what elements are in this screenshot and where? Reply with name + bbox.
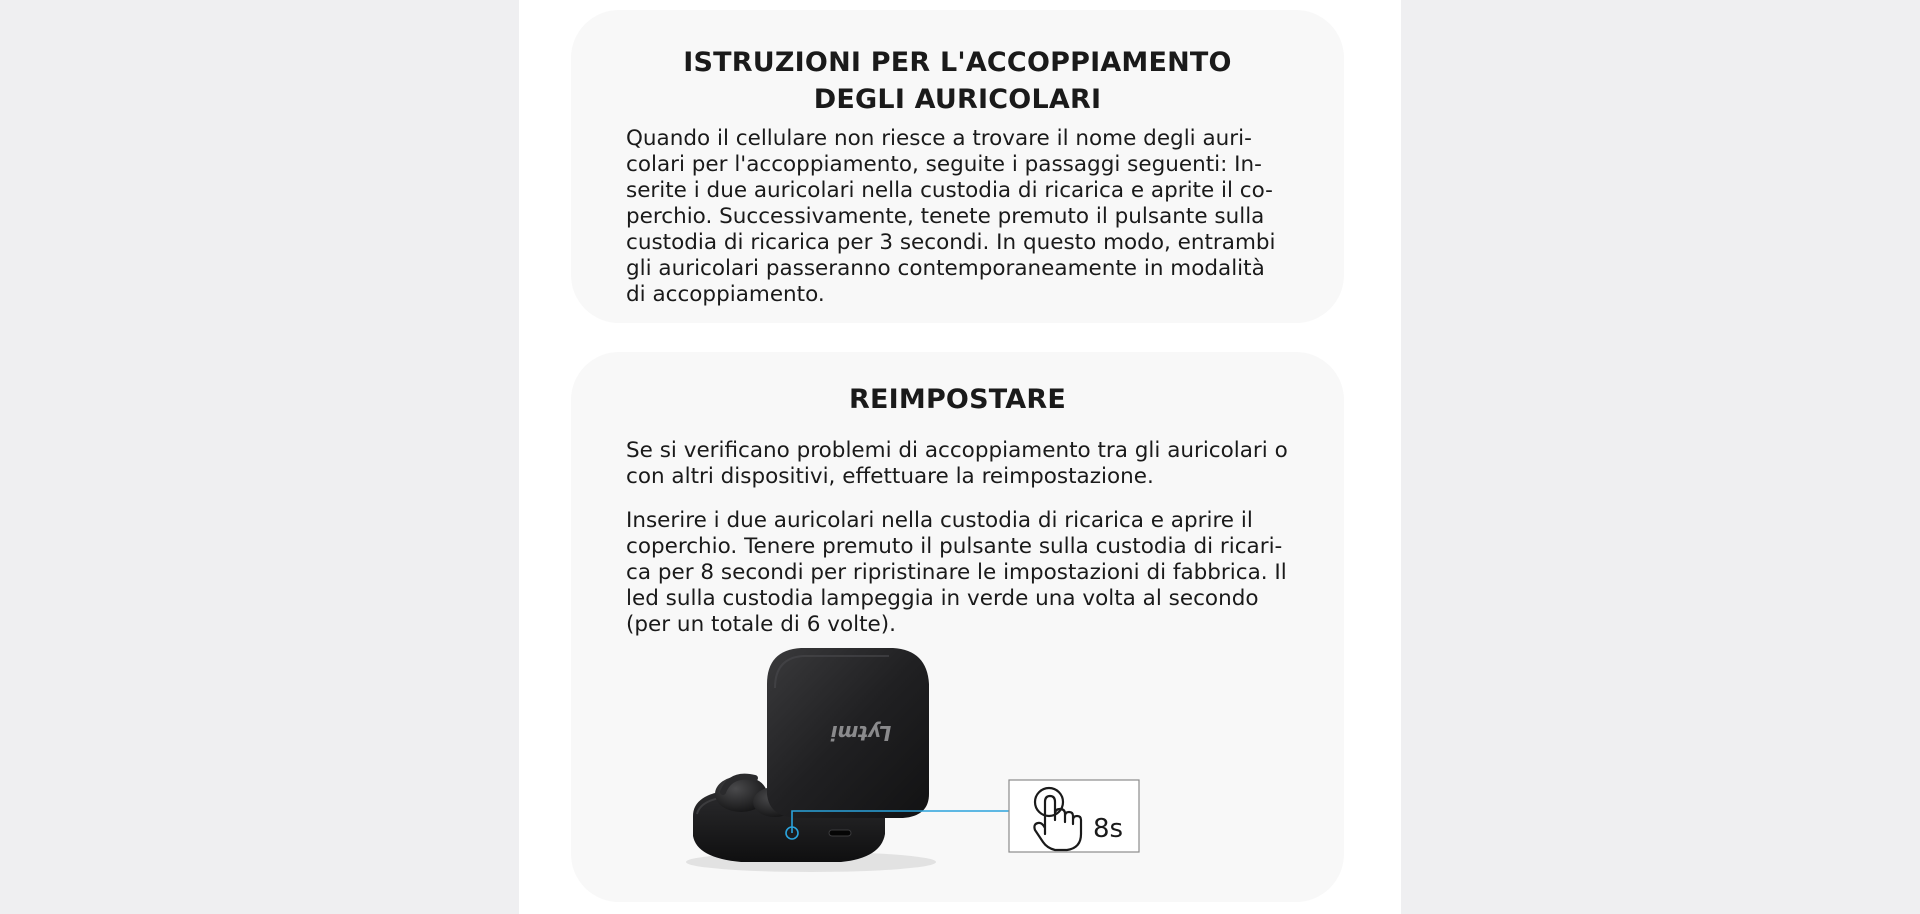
pairing-body bbox=[626, 126, 1306, 308]
usb-port bbox=[829, 830, 851, 836]
pairing-title-line: DEGLI AURICOLARI bbox=[813, 84, 1102, 115]
reset-title: REIMPOSTARE bbox=[849, 384, 1066, 415]
page bbox=[519, 0, 1401, 914]
reset-steps bbox=[626, 508, 1306, 638]
pairing-body-line: custodia di ricarica per 3 secondi. In questo modo, entrambi bbox=[626, 230, 1276, 255]
reset-steps-line: ca per 8 secondi per ripristinare le impostazioni di fabbrica. Il bbox=[626, 560, 1287, 585]
reset-intro-line: Se si verificano problemi di accoppiamento tra gli auricolari o bbox=[626, 438, 1288, 463]
reset-intro bbox=[626, 438, 1306, 490]
press-duration-label: 8s bbox=[1093, 814, 1124, 844]
reset-steps-line: Inserire i due auricolari nella custodia di ricarica e aprire il bbox=[626, 508, 1253, 533]
reset-steps-line: led sulla custodia lampeggia in verde una volta al secondo bbox=[626, 586, 1259, 611]
case-lid bbox=[767, 648, 929, 818]
reset-steps-line: (per un totale di 6 volte). bbox=[626, 612, 896, 637]
reset-intro-line: con altri dispositivi, effettuare la reimpostazione. bbox=[626, 464, 1154, 489]
pairing-body-line: gli auricolari passeranno contemporaneamente in modalità bbox=[626, 256, 1265, 281]
press-duration-box bbox=[1009, 780, 1139, 852]
brand-logo: Lytmi bbox=[830, 721, 892, 745]
pairing-body-line: serite i due auricolari nella custodia di ricarica e aprite il co- bbox=[626, 178, 1273, 203]
charging-case-illustration bbox=[671, 644, 1231, 884]
pairing-body-line: colari per l'accoppiamento, seguite i passaggi seguenti: In- bbox=[626, 152, 1262, 177]
pairing-title-line: ISTRUZIONI PER L'ACCOPPIAMENTO bbox=[683, 47, 1232, 78]
reset-steps-line: coperchio. Tenere premuto il pulsante sulla custodia di ricari- bbox=[626, 534, 1283, 559]
pairing-body-line: Quando il cellulare non riesce a trovare il nome degli auri- bbox=[626, 126, 1252, 151]
pairing-body-line: di accoppiamento. bbox=[626, 282, 825, 307]
pairing-body-line: perchio. Successivamente, tenete premuto il pulsante sulla bbox=[626, 204, 1265, 229]
pairing-instructions-card bbox=[571, 10, 1344, 323]
pairing-title bbox=[571, 44, 1344, 118]
reset-card bbox=[571, 352, 1344, 902]
